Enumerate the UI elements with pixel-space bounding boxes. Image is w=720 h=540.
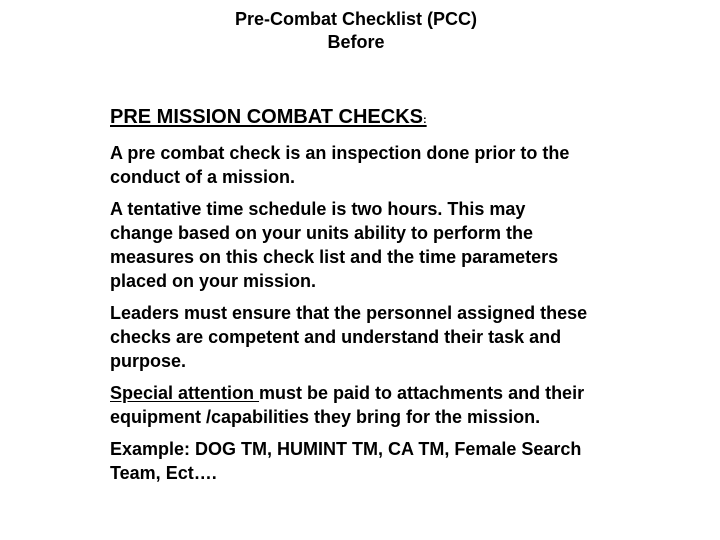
paragraph-definition: A pre combat check is an inspection done prior to the conduct of a mission. (110, 143, 570, 187)
paragraph-special-attention (110, 381, 590, 429)
section-heading-text: PRE MISSION COMBAT CHECKS (110, 106, 423, 128)
special-attention-emphasis: Special attention (110, 383, 260, 403)
paragraph-example: Example: DOG TM, HUMINT TM, CA TM, Female Search Team, Ect…. (110, 439, 582, 483)
title-line-1: Pre-Combat Checklist (PCC) (234, 9, 478, 29)
paragraph-leaders: Leaders must ensure that the personnel assigned these checks are competent and understand their task and purpose. (110, 303, 588, 371)
slide-title (0, 8, 712, 54)
paragraph-time-schedule: A tentative time schedule is two hours. This may change based on your units ability to perform the measures on this check list and the time parameters placed on your mission. (110, 199, 559, 291)
section-heading-colon: : (422, 114, 427, 126)
slide-body (110, 104, 590, 493)
section-heading (110, 104, 590, 133)
title-line-2: Before (327, 32, 385, 52)
special-attention-text: must be paid to attachments and their equipment /capabilities they bring for the mission. (110, 383, 585, 427)
